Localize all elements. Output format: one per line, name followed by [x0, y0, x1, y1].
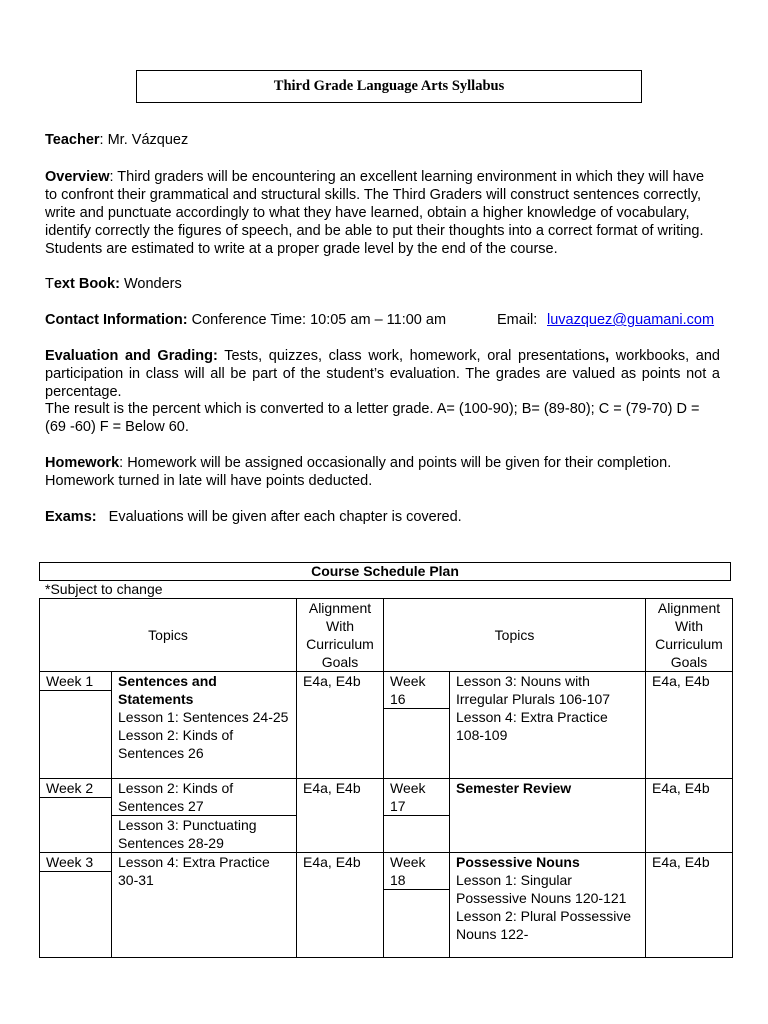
teacher-value: : Mr. Vázquez [99, 132, 189, 148]
homework-label: Homework [45, 455, 120, 471]
week-label: Week 16 [384, 672, 449, 709]
evaluation-text-b: workbooks, and participation in class will all be part of the student’s evaluation. The grades are valued as points not a percentage. [45, 348, 720, 400]
homework-text: : Homework will be assigned occasionally and points will be given for their completion. Homework turned in late will have points deducted. [45, 455, 672, 489]
table-row [40, 779, 733, 853]
email-link[interactable]: luvazquez@guamani.com [547, 312, 715, 328]
evaluation-comma: , [605, 348, 610, 364]
week-label: Week 2 [40, 779, 111, 798]
week-cell [40, 853, 112, 958]
topic-cell [450, 672, 646, 779]
conference-time: Conference Time: 10:05 am – 11:00 am [187, 312, 447, 328]
evaluation-label: Evaluation and Grading: [45, 348, 218, 364]
topic-heading: Sentences and Statements [118, 673, 217, 707]
topic-heading: Semester Review [456, 780, 572, 796]
topic-cell [450, 853, 646, 958]
week-cell [40, 672, 112, 779]
week-cell [384, 779, 450, 853]
textbook-label-first: T [45, 276, 54, 292]
topic-line: Lesson 2: Plural Possessive Nouns 122- [456, 908, 632, 942]
teacher-line [45, 131, 720, 149]
textbook-value: Wonders [119, 276, 182, 292]
overview-text: : Third graders will be encountering an excellent learning environment in which they will have to confront their grammatical and structural skills. The Third Graders will construct sentences correctly, write and punctuate accordingly to what they have learned, obtain a higher knowledge of vocabulary, identify correctly the figures of speech, and be able to put their thoughts into a correct format of writing. Students are estimated to write at a proper grade level by the end of the course. [45, 169, 705, 257]
week-cell [384, 853, 450, 958]
header-alignment-left: Alignment With Curriculum Goals [297, 599, 384, 672]
textbook-label: ext Book: [53, 276, 120, 292]
topic-cell [450, 779, 646, 853]
week-label: Week 18 [384, 853, 449, 890]
topic-cell [112, 853, 297, 958]
week-label: Week 17 [384, 779, 449, 816]
course-schedule-table [39, 598, 733, 958]
header-topics-left: Topics [40, 599, 297, 672]
table-row [40, 672, 733, 779]
overview-label: Overview [45, 169, 110, 185]
teacher-label: Teacher [45, 132, 100, 148]
alignment-cell: E4a, E4b [646, 853, 733, 958]
topic-line: Lesson 2: Kinds of Sentences 26 [118, 727, 234, 761]
week-label: Week 3 [40, 853, 111, 872]
topic-line: Lesson 4: Extra Practice 108-109 [456, 709, 608, 743]
topic-line: Lesson 2: Kinds of Sentences 27 [112, 779, 296, 816]
exams-text: Evaluations will be given after each chapter is covered. [96, 509, 462, 525]
topic-cell [112, 779, 297, 853]
topic-line: Lesson 1: Sentences 24-25 [118, 709, 289, 725]
overview-paragraph [45, 168, 720, 258]
topic-line: Lesson 3: Nouns with Irregular Plurals 106-107 [456, 673, 611, 707]
topic-line: Lesson 1: Singular Possessive Nouns 120-121 [456, 872, 627, 906]
homework-paragraph [45, 454, 720, 490]
alignment-cell: E4a, E4b [297, 853, 384, 958]
alignment-cell: E4a, E4b [297, 672, 384, 779]
header-topics-right: Topics [384, 599, 646, 672]
table-row [40, 853, 733, 958]
grading-scale: The result is the percent which is converted to a letter grade. A= (100-90); B= (89-80); C = (79-70) D = (69 -60) F = Below 60. [45, 401, 700, 435]
email-label: Email: [497, 312, 538, 328]
contact-label: Contact Information: [45, 312, 188, 328]
week-cell [384, 672, 450, 779]
topic-heading: Possessive Nouns [456, 854, 580, 870]
week-label: Week 1 [40, 672, 111, 691]
topic-line: Lesson 3: Punctuating Sentences 28-29 [118, 817, 257, 851]
exams-label: Exams: [45, 509, 97, 525]
exams-line [45, 508, 720, 526]
textbook-line [45, 275, 720, 293]
subject-to-change-note: *Subject to change [45, 581, 163, 597]
alignment-cell: E4a, E4b [297, 779, 384, 853]
topic-line: Lesson 4: Extra Practice 30-31 [118, 854, 270, 888]
evaluation-text-a: Tests, quizzes, class work, homework, oral presentations [217, 348, 606, 364]
week-cell [40, 779, 112, 853]
document-title: Third Grade Language Arts Syllabus [136, 70, 642, 103]
evaluation-paragraph [45, 347, 720, 401]
schedule-title: Course Schedule Plan [39, 562, 731, 581]
table-header-row [40, 599, 733, 672]
alignment-cell: E4a, E4b [646, 779, 733, 853]
header-alignment-right: Alignment With Curriculum Goals [646, 599, 733, 672]
topic-cell [112, 672, 297, 779]
alignment-cell: E4a, E4b [646, 672, 733, 779]
